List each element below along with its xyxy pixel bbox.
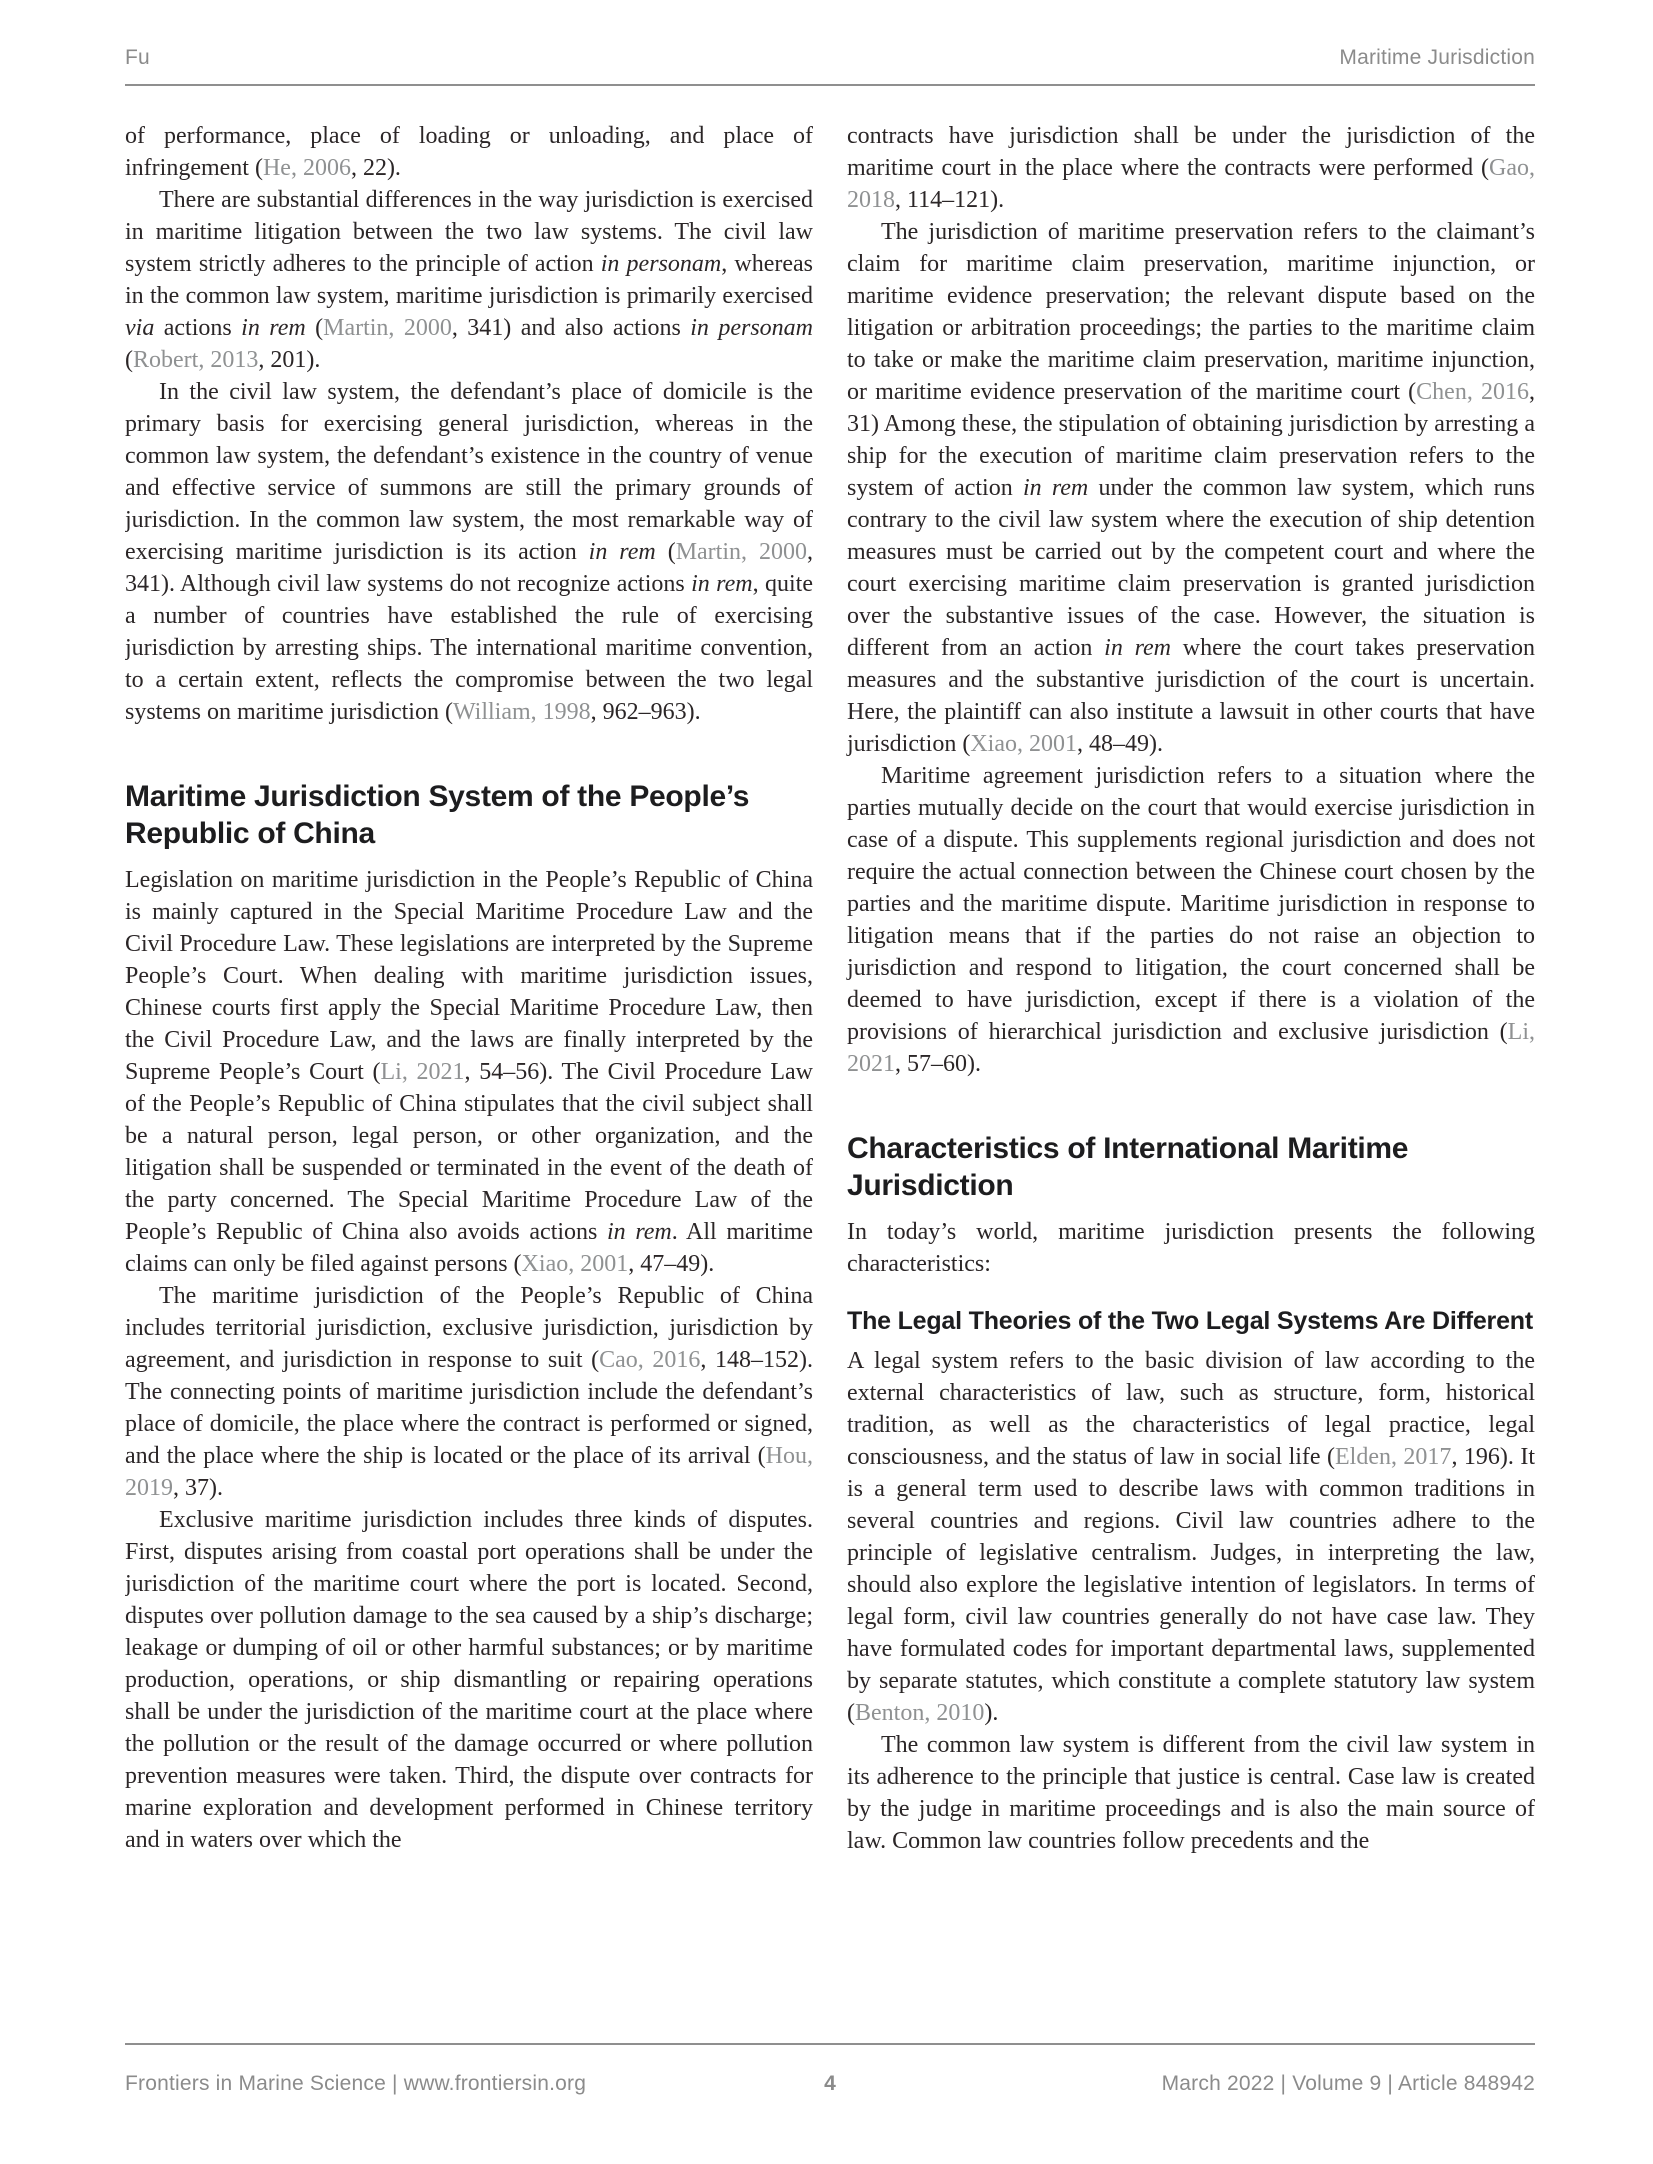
citation-link[interactable]: Cao, 2016 bbox=[599, 1347, 701, 1373]
paragraph: There are substantial differences in the way jurisdiction is exercised in maritime litigation between the two law systems. The civil law system strictly adheres to the principle of action in personam, whereas in the common law system, maritime jurisdiction is primarily exercised via actions in rem (Martin, 2000, 341) and also actions in personam (Robert, 2013, 201). bbox=[125, 187, 814, 373]
subsection-heading: The Legal Theories of the Two Legal Systems Are Different bbox=[847, 1307, 1533, 1335]
section-heading: Characteristics of International Maritime Jurisdiction bbox=[847, 1132, 1409, 1202]
latin-term-italic: in rem bbox=[1104, 635, 1172, 661]
citation-link[interactable]: Robert, 2013 bbox=[133, 347, 259, 373]
section-heading: Maritime Jurisdiction System of the People’s Republic of China bbox=[125, 780, 750, 850]
citation-link[interactable]: Martin, 2000 bbox=[675, 539, 807, 565]
citation-link[interactable]: Martin, 2000 bbox=[323, 315, 452, 341]
latin-term-italic: via bbox=[125, 315, 155, 341]
paragraph: A legal system refers to the basic division of law according to the external characteristics of law, such as structure, form, historical tradition, as well as the characteristics of legal practice, legal consciousness, and the status of law in social life (Elden, 2017, 196). It is a general term used to describe laws with common traditions in several countries and regions. Civil law countries adhere to the principle of legislative centralism. Judges, in interpreting the law, should also explore the legislative intention of legislators. In terms of legal form, civil law countries generally do not have case law. They have formulated codes for important departmental laws, supplemented by separate statutes, which constitute a complete statutory law system (Benton, 2010). bbox=[847, 1348, 1535, 1726]
citation-link[interactable]: Hou, 2019 bbox=[125, 1443, 813, 1501]
footer-rule bbox=[125, 2043, 1535, 2045]
header-running-title: Maritime Jurisdiction bbox=[1339, 46, 1535, 69]
latin-term-italic: in rem bbox=[241, 315, 306, 341]
footer-issue-info: March 2022 | Volume 9 | Article 848942 bbox=[1161, 2072, 1536, 2095]
paragraph: The jurisdiction of maritime preservation refers to the claimant’s claim for maritime claim preservation, maritime injunction, or maritime evidence preservation; the relevant dispute based on the litigation or arbitration proceedings; the parties to the maritime claim to take or make the maritime claim preservation, maritime injunction, or maritime evidence preservation of the maritime court (Chen, 2016, 31) Among these, the stipulation of obtaining jurisdiction by arresting a ship for the execution of maritime claim preservation refers to the system of action in rem under the common law system, which runs contrary to the civil law system where the execution of ship detention measures must be carried out by the competent court and where the court exercising maritime claim preservation is granted jurisdiction over the substantive issues of the case. However, the situation is different from an action in rem where the court takes preservation measures and the substantive jurisdiction of the court is uncertain. Here, the plaintiff can also institute a lawsuit in other courts that have jurisdiction (Xiao, 2001, 48–49). bbox=[847, 219, 1535, 757]
citation-link[interactable]: Xiao, 2001 bbox=[521, 1251, 629, 1277]
citation-link[interactable]: He, 2006 bbox=[262, 155, 351, 181]
citation-link[interactable]: Elden, 2017 bbox=[1335, 1444, 1452, 1470]
header-author: Fu bbox=[125, 46, 150, 69]
paragraph: Exclusive maritime jurisdiction includes three kinds of disputes. First, disputes arising from coastal port operations shall be under the jurisdiction of the maritime court where the port is located. Second, disputes over pollution damage to the sea caused by a ship’s discharge; leakage or dumping of oil or other harmful substances; or by maritime production, operations, or ship dismantling or repairing operations shall be under the jurisdiction of the maritime court at the place where the pollution or the result of the damage occurred or where pollution prevention measures were taken. Third, the dispute over contracts for marine exploration and development performed in Chinese territory and in waters over which the bbox=[125, 1507, 813, 1853]
page-header bbox=[125, 46, 1535, 70]
left-column bbox=[125, 120, 813, 2032]
paragraph: contracts have jurisdiction shall be under the jurisdiction of the maritime court in the place where the contracts were performed (Gao, 2018, 114–121). bbox=[847, 123, 1535, 213]
right-column bbox=[847, 120, 1535, 2032]
paragraph: Maritime agreement jurisdiction refers to a situation where the parties mutually decide on the court that would exercise jurisdiction in case of a dispute. This supplements regional jurisdiction and does not require the actual connection between the Chinese court chosen by the parties and the maritime dispute. Maritime jurisdiction in response to litigation means that if the parties do not raise an objection to jurisdiction and respond to litigation, the court concerned shall be deemed to have jurisdiction, except if there is a violation of the provisions of hierarchical jurisdiction and exclusive jurisdiction (Li, 2021, 57–60). bbox=[847, 763, 1535, 1077]
citation-link[interactable]: Chen, 2016 bbox=[1416, 379, 1529, 405]
paragraph: In the civil law system, the defendant’s place of domicile is the primary basis for exercising general jurisdiction, whereas in the common law system, the defendant’s existence in the country of venue and effective service of summons are still the primary grounds of jurisdiction. In the common law system, the most remarkable way of exercising maritime jurisdiction is its action in rem (Martin, 2000, 341). Although civil law systems do not recognize actions in rem, quite a number of countries have established the rule of exercising jurisdiction by arresting ships. The international maritime convention, to a certain extent, reflects the compromise between the two legal systems on maritime jurisdiction (William, 1998, 962–963). bbox=[125, 379, 813, 725]
article-body bbox=[125, 120, 1535, 2032]
latin-term-italic: in personam bbox=[600, 251, 722, 277]
latin-term-italic: in rem bbox=[691, 571, 753, 597]
footer-page-number: 4 bbox=[824, 2072, 836, 2095]
citation-link[interactable]: Benton, 2010 bbox=[855, 1700, 985, 1726]
paragraph: Legislation on maritime jurisdiction in the People’s Republic of China is mainly captured in the Special Maritime Procedure Law and the Civil Procedure Law. These legislations are interpreted by the Supreme People’s Court. When dealing with maritime jurisdiction issues, Chinese courts first apply the Special Maritime Procedure Law, then the Civil Procedure Law, and the laws are finally interpreted by the Supreme People’s Court (Li, 2021, 54–56). The Civil Procedure Law of the People’s Republic of China stipulates that the civil subject shall be a natural person, legal person, or other organization, and the litigation shall be suspended or terminated in the event of the death of the party concerned. The Special Maritime Procedure Law of the People’s Republic of China also avoids actions in rem. All maritime claims can only be filed against persons (Xiao, 2001, 47–49). bbox=[125, 867, 813, 1277]
paragraph: of performance, place of loading or unloading, and place of infringement (He, 2006, 22). bbox=[125, 123, 813, 181]
paragraph: The maritime jurisdiction of the People’s Republic of China includes territorial jurisdiction, exclusive jurisdiction, jurisdiction by agreement, and jurisdiction in response to suit (Cao, 2016, 148–152). The connecting points of maritime jurisdiction include the defendant’s place of domicile, the place where the contract is performed or signed, and the place where the ship is located or the place of its arrival (Hou, 2019, 37). bbox=[125, 1283, 813, 1501]
page-footer bbox=[125, 2072, 1535, 2096]
header-rule bbox=[125, 84, 1535, 86]
citation-link[interactable]: William, 1998 bbox=[452, 699, 591, 725]
paragraph: In today’s world, maritime jurisdiction presents the following characteristics: bbox=[847, 1219, 1535, 1277]
citation-link[interactable]: Xiao, 2001 bbox=[970, 731, 1077, 757]
paragraph: The common law system is different from the civil law system in its adherence to the principle that justice is central. Case law is created by the judge in maritime proceedings and is also the main source of law. Common law countries follow precedents and the bbox=[847, 1732, 1535, 1854]
footer-journal-url[interactable]: Frontiers in Marine Science | www.frontiersin.org bbox=[125, 2072, 587, 2095]
latin-term-italic: in rem bbox=[588, 539, 656, 565]
latin-term-italic: in personam bbox=[690, 315, 814, 341]
latin-term-italic: in rem bbox=[607, 1219, 672, 1245]
citation-link[interactable]: Li, 2021 bbox=[847, 1019, 1535, 1077]
citation-link[interactable]: Gao, 2018 bbox=[847, 155, 1535, 213]
latin-term-italic: in rem bbox=[1022, 475, 1089, 501]
citation-link[interactable]: Li, 2021 bbox=[380, 1059, 465, 1085]
